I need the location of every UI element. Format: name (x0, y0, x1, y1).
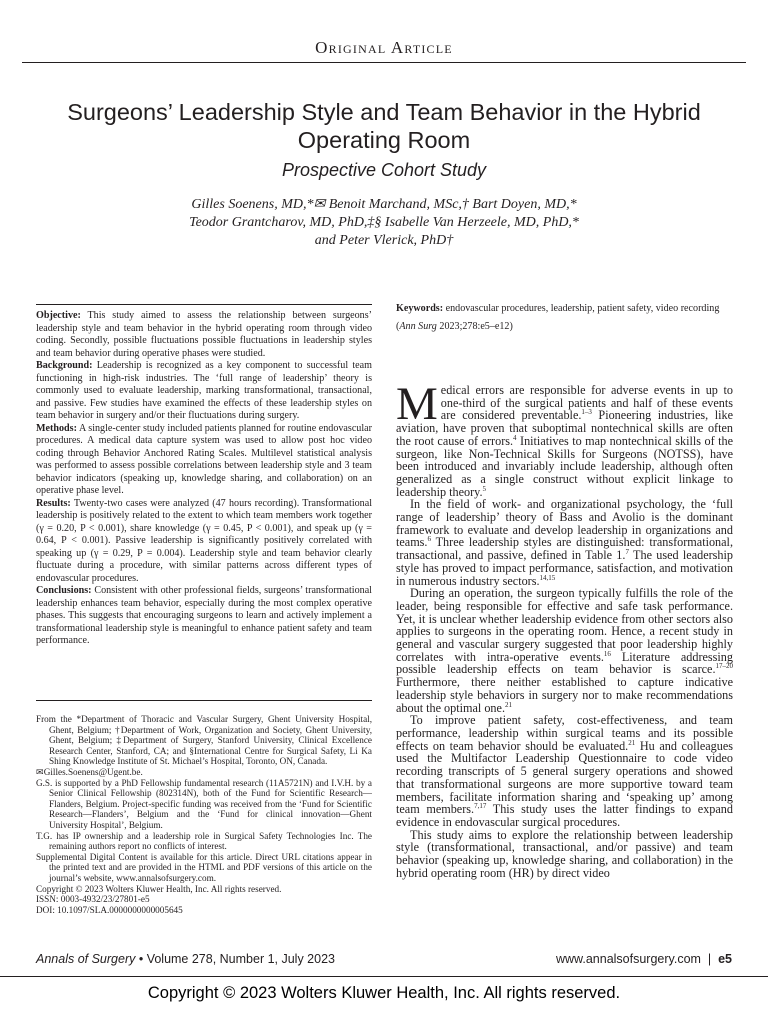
objective-text: This study aimed to assess the relationship between surgeons’ leadership style and team behavior in the hybrid operating room through video coding. Secondly, possible fluctuations possible fluctuations in leadership styles and team behavior during operative phases were studied. (36, 310, 372, 359)
citation-ref[interactable]: 5 (482, 484, 487, 493)
citation-ref[interactable]: 7 (625, 548, 629, 557)
keywords (396, 303, 733, 316)
body-paragraph: This study aims to explore the relationship between leadership style (transformational, transactional, and/or passive) and team behavior (speaking up, knowledge sharing, and collaboration) in the hybrid operating room (HR) by direct video (396, 827, 733, 880)
footer-journal: Annals of Surgery (36, 952, 136, 966)
abstract-top-rule (36, 304, 372, 305)
background-label: Background: (36, 360, 93, 371)
text-run: During an operation, the surgeon typically fulfills the role of the leader, being responsible for effective and safe task performance. Yet, it is unclear whether leadership evidence from other sectors also applies to surgeons in the operating room. Hence, a recent study in general and vascular surgery suggested that poor leadership highly correlates with intra-operative events. (396, 586, 733, 664)
results-label: Results: (36, 497, 71, 509)
conclusions-text: Consistent with other professional fields, surgeons’ transformational leadership enhances team behavior, especially during the most complex operative phases. This suggests that encouraging surgeons to learn and actively implement a transformational leadership style is meaningful to enhance patient safety and team performance. (36, 585, 372, 646)
citation-ref[interactable]: 17–20 (715, 662, 733, 671)
citation: (Ann Surg 2023;278:e5–e12) (396, 320, 513, 332)
body-paragraph (396, 378, 733, 499)
text-run: Pioneering industries, like aviation, have proven that suboptimal nontechnical skills are often the root cause of errors. (396, 408, 733, 448)
page-number: e5 (718, 952, 732, 966)
citation-ref[interactable]: 16 (603, 649, 611, 658)
background-text: Leadership is recognized as a key component to successful team functioning in high-risk industries. The ‘full range of leadership’ theory is commonly used to evaluate leadership, marking transformational, transactional, and passive. Few studies have examined the effects of these leadership styles on team behavior in surgery and/or their fluctuations during surgery. (36, 360, 372, 421)
objective-label: Objective: (36, 310, 81, 321)
text-run: Initiatives to map nontechnical skills of the surgeon, like Non-Technical Skills for Surgeons (NOTSS), have been introduced and invariably include leadership, although often generalized as a single construct without explicit linkage to leadership theory. (396, 433, 733, 499)
abstract (36, 310, 372, 648)
text-run: Furthermore, there neither established to capture indicative leadership style behaviors in surgery nor to make recommendations about the optimal one. (396, 675, 733, 715)
footer-site-info: www.annalsofsurgery.com | e5 (555, 952, 732, 966)
text-run: In the field of work- and organizational psychology, the ‘full range of leadership’ theory of Bass and Avolio is the dominant framework to evaluate and develop leadership in organizations and teams. (396, 497, 733, 550)
methods-text: A single-center study included patients planned for routine endovascular procedures. A medical data capture system was used to allow post hoc video coding through Behavior Anchored Rating Scales. Multilevel statistical analysis was performed to assess possible correlations between leadership style and 3 team behavior indicators (speaking up, knowledge sharing, and collaboration) on an operative phase level. (36, 422, 373, 496)
doi-note[interactable]: DOI: 10.1097/SLA.0000000000005645 (36, 904, 183, 915)
results-text: Twenty-two cases were analyzed (47 hours recording). Transformational leadership is positively related to the extent to which team members work together (γ = 0.20, P < 0.001), share knowledge (γ = 0.45, P < 0.001), and speak up (γ = 0.64, P < 0.001). Passive leadership is significantly positively correlated with speaking up (γ = 0.29, P = 0.004). Leadership style and team behavior clearly fluctuate during a procedure, with similar patterns across different types of endovascular procedures. (36, 497, 373, 584)
citation-ref[interactable]: 21 (628, 738, 636, 747)
citation-ref[interactable]: 14,15 (539, 573, 556, 582)
header-rule (22, 62, 746, 63)
footer-website[interactable]: www.annalsofsurgery.com (555, 952, 701, 966)
issn-note: ISSN: 0003-4932/23/27801-e5 (36, 894, 150, 905)
copyright-banner: Copyright © 2023 Wolters Kluwer Health, Inc. All rights reserved. (147, 984, 621, 1002)
body-paragraph (396, 714, 733, 828)
affiliations-note: From the *Department of Thoracic and Vascular Surgery, Ghent University Hospital, Ghent, Belgium; †Department of Work, Organization and Society, Ghent University, Ghent, Belgium; ‡Department of Surgery, Stanford University, Clinical Excellence Research Center, Stanford, CA; and §International Centre for Surgical Safety, Li Ka Shing Knowledge Institute of St. Michael’s Hospital, Toronto, ON, Canada. (36, 714, 372, 767)
citation-details: 2023;278:e5–e12) (439, 320, 513, 332)
methods-label: Methods: (36, 422, 77, 434)
citation-ref[interactable]: 1–3 (581, 408, 592, 417)
author-line: Gilles Soenens, MD,*✉ Benoit Marchand, MSc,† Bart Doyen, MD,* (191, 197, 577, 212)
abstract-bottom-rule (36, 700, 372, 701)
text-run: Three leadership styles are distinguished: transformational, transactional, and passive, defined in Table 1. (396, 535, 733, 563)
page-footer (36, 952, 732, 968)
citation-ref[interactable]: 6 (427, 535, 431, 544)
correspondence-email[interactable]: ✉Gilles.Soenens@Ugent.be. (36, 766, 143, 777)
footer-rule (0, 976, 768, 977)
abstract-conclusions (36, 585, 372, 648)
supplemental-note: Supplemental Digital Content is available for this article. Direct URL citations appear in the printed text and are provided in the HTML and PDF versions of this article on the journal’s website, www.annalsofsurgery.com. (36, 851, 372, 883)
author-list (60, 196, 708, 250)
abstract-methods (36, 423, 372, 498)
conflict-note: T.G. has IP ownership and a leadership role in Surgical Safety Technologies Inc. The remaining authors report no conflicts of interest. (36, 830, 372, 852)
body-paragraph (396, 587, 733, 714)
article-subtitle: Prospective Cohort Study (281, 160, 487, 180)
abstract-background (36, 360, 372, 423)
copyright-note: Copyright © 2023 Wolters Kluwer Health, Inc. All rights reserved. (36, 883, 282, 894)
drop-cap: M (396, 378, 438, 430)
footer-journal-info: Annals of Surgery • Volume 278, Number 1, July 2023 (36, 952, 335, 966)
text-run: To improve patient safety, cost-effectiveness, and team performance, leadership within surgical teams and its possible effects on team behavior should be evaluated. (396, 713, 733, 753)
author-line: Teodor Grantcharov, MD, PhD,‡§ Isabelle Van Herzeele, MD, PhD,* (189, 215, 579, 230)
funding-note: G.S. is supported by a PhD Fellowship fundamental research (11A5721N) and I.V.H. by a Senior Clinical Fellowship (802314N), both of the Fund for Scientific Research—Flanders, Belgium. Project-specific funding was received from the ‘Fund for Scientific Research—Flanders’, Belgium and the ‘Fund for clinical innovation—Ghent University Hospital’, Belgium. (36, 777, 372, 830)
conclusions-label: Conclusions: (36, 585, 92, 596)
footer-issue: Volume 278, Number 1, July 2023 (146, 952, 335, 966)
text-run: edical errors are responsible for adverse events in up to one-third of the surgical patients and half of these events are considered preventable. (440, 383, 733, 423)
text-run: Hu and colleagues used the Multifactor Leadership Questionnaire to code video recording transcripts of 5 general surgery operations and showed that transformational surgeons are more supportive toward team members, facilitate information sharing and ‘speaking up’ among team members. (396, 738, 733, 817)
author-line: and Peter Vlerick, PhD† (314, 233, 454, 248)
text-run: This study uses the latter findings to expand evidence in endovascular surgical procedures. (396, 802, 733, 829)
body-paragraph (396, 498, 733, 587)
keywords-label: Keywords: (396, 303, 444, 314)
keywords-block (396, 303, 733, 339)
article-type-kicker: Original Article (315, 38, 453, 57)
body-text (396, 378, 733, 880)
citation-ref[interactable]: 21 (505, 700, 512, 709)
text-run: Literature addressing possible leadership effects on team behavior is scarce. (396, 649, 733, 677)
footnotes (36, 714, 372, 915)
abstract-results (36, 498, 372, 586)
keywords-text: endovascular procedures, leadership, patient safety, video recording (445, 303, 720, 314)
abstract-objective (36, 310, 372, 360)
citation-ref[interactable]: 4 (513, 433, 517, 442)
citation-journal: Ann Surg (399, 320, 437, 332)
text-run: The used leadership style has proved to impact performance, satisfaction, and motivation in numerous industry sectors. (396, 548, 733, 588)
citation-ref[interactable]: 7,17 (474, 802, 487, 811)
article-title: Surgeons’ Leadership Style and Team Behavior in the Hybrid Operating Room (67, 99, 701, 153)
